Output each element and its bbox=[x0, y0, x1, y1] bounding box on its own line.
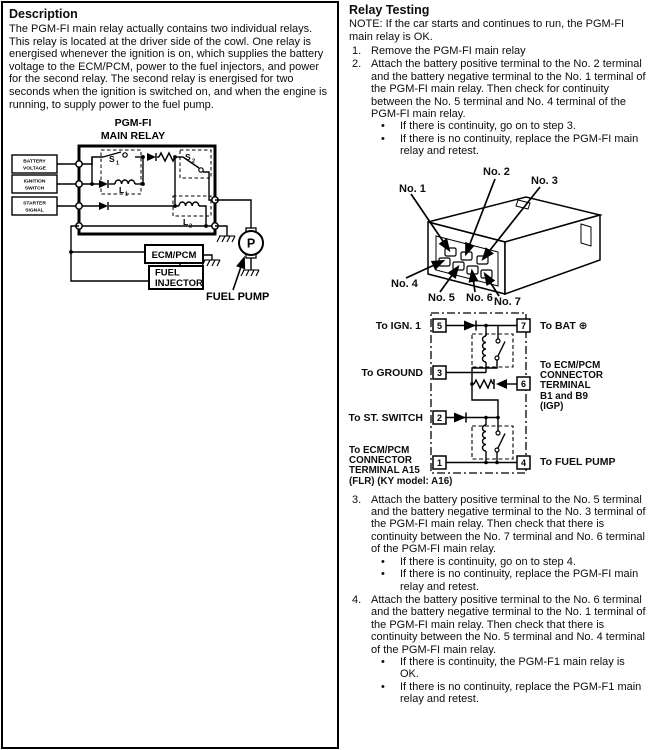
step-number: 3. bbox=[352, 493, 362, 506]
bullet-item: • If there is continuity, the PGM-F1 main relay is OK. bbox=[381, 655, 625, 681]
terminal-label-2: No. 2 bbox=[483, 165, 510, 178]
bullet-marker: • bbox=[381, 120, 385, 133]
step-1 bbox=[348, 45, 646, 57]
s1-label: S bbox=[109, 154, 115, 165]
relay-schematic-figure bbox=[348, 310, 646, 493]
label-to-ground: To GROUND bbox=[361, 366, 423, 379]
relay-switch-icon bbox=[495, 339, 500, 452]
junction-dots bbox=[470, 323, 500, 464]
bullet-marker: • bbox=[381, 568, 385, 581]
description-heading: Description bbox=[9, 7, 78, 21]
svg-text:1: 1 bbox=[436, 457, 443, 468]
svg-text:5: 5 bbox=[436, 320, 443, 331]
ecm-pcm-box bbox=[145, 245, 203, 263]
fuel-injector-box bbox=[149, 266, 203, 289]
label-to-bat: To BAT ⊕ bbox=[540, 319, 588, 332]
step-3 bbox=[348, 494, 646, 593]
fuel-pump-label: FUEL PUMP bbox=[206, 291, 270, 304]
step-2 bbox=[348, 58, 646, 157]
terminal-label-3: No. 3 bbox=[531, 174, 558, 187]
junction-dots bbox=[69, 155, 208, 254]
terminal-label-5: No. 5 bbox=[428, 291, 455, 304]
figure-title-line2: MAIN RELAY bbox=[100, 130, 166, 143]
s2-label: S bbox=[185, 152, 191, 163]
svg-text:FUEL: FUEL bbox=[155, 267, 180, 279]
fuel-pump-icon bbox=[239, 228, 263, 258]
schematic-wiring bbox=[446, 325, 517, 462]
svg-text:1: 1 bbox=[116, 160, 120, 167]
svg-text:IGNITION: IGNITION bbox=[23, 179, 46, 185]
step-4 bbox=[348, 594, 646, 706]
description-panel bbox=[1, 1, 339, 749]
figure-title-line1: PGM-FI bbox=[114, 117, 152, 130]
battery-voltage-box bbox=[12, 155, 57, 173]
svg-text:7: 7 bbox=[520, 320, 527, 331]
bullet-item: • If there is continuity, go on to step 4. bbox=[381, 555, 576, 568]
relay-terminal-figure bbox=[348, 160, 646, 310]
bullet-marker: • bbox=[381, 655, 385, 668]
bullet-marker: • bbox=[381, 680, 385, 693]
step-text: Attach the battery positive terminal to the No. 6 terminal and the battery negative terminal to the No. 1 terminal of the PGM-FI main relay. Then check that there is continuity between the No. 5 terminal and No. 4 terminal of the PGM-FI main relay. bbox=[371, 593, 646, 656]
step-text: Remove the PGM-FI main relay bbox=[371, 45, 526, 57]
step-number: 1. bbox=[352, 45, 362, 57]
relay-testing-heading: Relay Testing bbox=[349, 3, 430, 17]
terminal-label-6: No. 6 bbox=[466, 291, 493, 304]
svg-text:P: P bbox=[246, 236, 256, 251]
description-paragraph: The PGM-FI main relay actually contains two individual relays. This relay is located at the driver side of the cowl. One relay is energised whenever the ignition is on, which supplies the battery voltage to the ECM/PCM, power to the fuel injectors, and power for the second relay. The second relay is energised for two seconds when the ignition is switched on, and when the engine is running, to supply power to the fuel pump. bbox=[9, 23, 327, 111]
svg-text:ECM/PCM: ECM/PCM bbox=[151, 250, 197, 262]
svg-text:4: 4 bbox=[520, 457, 527, 468]
svg-text:6: 6 bbox=[520, 378, 527, 389]
ignition-switch-box bbox=[12, 175, 57, 193]
terminal-label-4: No. 4 bbox=[391, 277, 418, 290]
svg-text:2: 2 bbox=[192, 158, 196, 165]
svg-text:SWITCH: SWITCH bbox=[24, 186, 45, 192]
step-number: 2. bbox=[352, 58, 362, 71]
relay-testing-panel bbox=[348, 0, 646, 706]
terminal-circles bbox=[76, 158, 218, 229]
svg-text:3: 3 bbox=[436, 367, 443, 378]
bullet-marker: • bbox=[381, 555, 385, 568]
svg-text:INJECTOR: INJECTOR bbox=[155, 278, 203, 290]
svg-text:1: 1 bbox=[125, 191, 129, 198]
main-relay-circuit-figure bbox=[3, 112, 337, 314]
step-number: 4. bbox=[352, 593, 362, 606]
bullet-item: • If there is no continuity, replace the PGM-F1 main relay and retest. bbox=[381, 680, 642, 706]
label-to-ecm-a15: To ECM/PCM CONNECTOR TERMINAL A15 (FLR) (KY model: A16) bbox=[349, 444, 453, 487]
svg-text:BATTERY: BATTERY bbox=[23, 159, 46, 165]
label-to-st-switch: To ST. SWITCH bbox=[348, 411, 423, 424]
svg-text:2: 2 bbox=[436, 412, 443, 423]
note-text: NOTE: If the car starts and continues to run, the PGM-FI main relay is OK. bbox=[349, 18, 625, 43]
terminal-label-1: No. 1 bbox=[399, 182, 426, 195]
svg-text:2: 2 bbox=[189, 223, 193, 230]
l1-label: L bbox=[119, 185, 125, 196]
svg-text:STARTER: STARTER bbox=[23, 201, 46, 207]
label-to-ecm-b1-b9: To ECM/PCM CONNECTOR TERMINAL B1 and B9 (IGP) bbox=[540, 359, 603, 413]
relay-unit-dashed-boxes bbox=[472, 334, 513, 459]
terminal-label-7: No. 7 bbox=[494, 295, 521, 308]
bullet-marker: • bbox=[381, 132, 385, 145]
starter-signal-box bbox=[12, 197, 57, 215]
label-to-ign1: To IGN. 1 bbox=[375, 319, 421, 332]
svg-text:SIGNAL: SIGNAL bbox=[25, 208, 44, 214]
bullet-item: • If there is no continuity, replace the PGM-FI main relay and retest. bbox=[381, 568, 639, 593]
diode-icon bbox=[454, 320, 507, 422]
pgm-fi-main-relay-diagram bbox=[0, 112, 335, 312]
step-text: Attach the battery positive terminal to the No. 5 terminal and the battery negative terminal to the No. 3 terminal of the PGM-FI main relay. Then check that there is continuity between the No. 7 terminal and No. 6 terminal of the PGM-FI main relay. bbox=[371, 493, 646, 556]
label-to-fuel-pump: To FUEL PUMP bbox=[540, 455, 616, 468]
step-text: Attach the battery positive terminal to the No. 2 terminal and the battery negative terminal to the No. 1 terminal of the PGM-FI main relay. Then check for continuity between the No. 5 terminal and No. 4 terminal of the PGM-FI main relay. bbox=[371, 58, 646, 121]
l2-label: L bbox=[183, 217, 189, 228]
bullet-item: • If there is continuity, go on to step 3. bbox=[381, 120, 576, 133]
relay-body bbox=[428, 197, 600, 294]
svg-text:VOLTAGE: VOLTAGE bbox=[23, 166, 46, 172]
bullet-item: • If there is no continuity, replace the PGM-FI main relay and retest. bbox=[381, 132, 639, 158]
